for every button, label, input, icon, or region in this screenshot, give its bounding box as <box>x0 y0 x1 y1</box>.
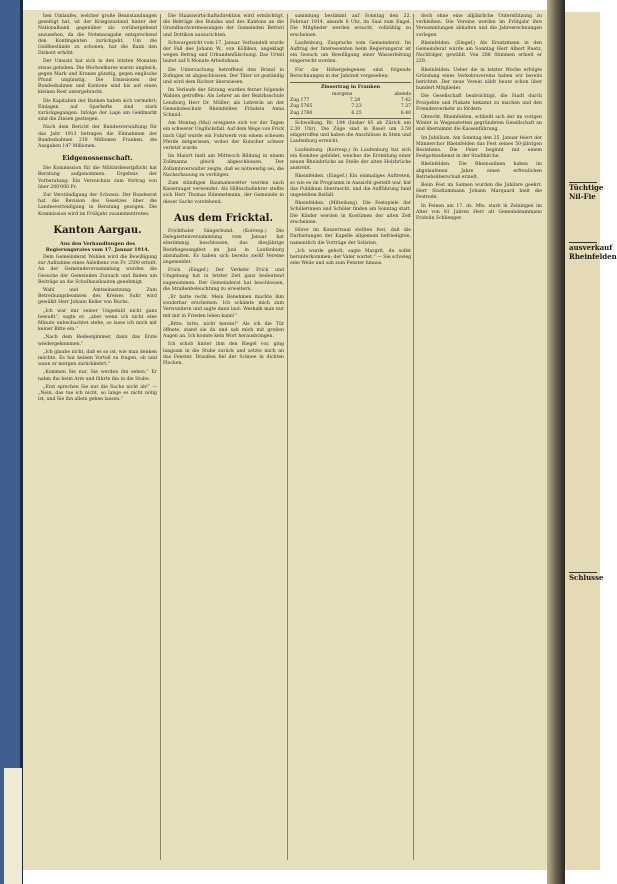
paragraph: Rheinfelden. (Eingef.) Als Ersatzmann in den Gemeinderat wurde am Sonntag Herr Albert Ruetz, Nachfolger, gewählt. Von 288 Stimmen erhielt er 229. <box>416 40 542 65</box>
timetable-col-a: morgens <box>332 92 353 98</box>
row-label: Zug 2780 <box>290 110 313 116</box>
row-value-b: 7.42 <box>400 98 411 104</box>
paragraph: Im Verlaufe der Sitzung wurden ferner folgende Wahlen getroffen: Als Lehrer an der Bezirksschule Lenzburg Herr Dr. Müller; als Lehrerin an der Gemeindeschule Rheinfelden Fräulein Anna Schmid. <box>163 88 284 119</box>
row-value-a: 7.23 <box>351 104 362 110</box>
paragraph: „Bitte, bitte, nicht herein!“ Als ich die Tür öffnete, stand sie da und sah mich mit großen Augen an. Ich konnte kein Wort herausbringen. <box>163 321 284 340</box>
paragraph: Rheinfelden. Ueber die in letzter Woche erfolgte Gründung eines Verkehrsvereins haben wir bereits berichtet. Der neue Verein zählt heute schon über hundert Mitglieder. <box>416 67 542 92</box>
column-3 <box>290 14 411 862</box>
paragraph: Zum ständigen Baumamoretter wurden nach Kaiseraugst verwendet. Als Hilfsschullehrer stellte sich Herr Thomas Rümmelmann, der Gemeinde in dieser Sache vorstehend. <box>163 181 284 205</box>
paragraph: „Er hatte recht. Mein Benehmen machte ihm sonderbar erscheinen. Ich schämte mich zum Verwundern und sagte dann laut: Weshalb man nur mit mir in Frieden leben kann!“ <box>163 294 284 319</box>
column-4 <box>416 14 542 862</box>
tape-strip <box>4 768 22 884</box>
paragraph: Die Gesellschaft beabsichtigt, die Stadt durch Prospekte und Plakate bekannt zu machen und den Fremdenverkehr zu fördern. <box>416 94 542 112</box>
paragraph: „Erst sprechen Sie nur die Sache nicht ab!“ — „Nein, das tue ich nicht, so lange es nicht nötig ist, und Sie ihn allein gehen lassen.“ <box>38 384 157 403</box>
paragraph: Die Staatswirtschaftsdirektion wird ermächtigt, die Beiträge des Bundes und des Kantons an die Grundbuchvermessungen der Gemeinden Bettwil und Dottikon auszurichten. <box>163 14 284 38</box>
paragraph: Die Untersuchung betreffend den Brand in Zofingen ist abgeschlossen. Der Täter ist geständig und wird dem Richter überwiesen. <box>163 67 284 86</box>
paragraph: Ich schob hinter ihm den Riegel vor, ging langsam in die Stube zurück und setzte mich an das Fenster. Draußen fiel der Schnee in dichten Flocken. <box>163 342 284 366</box>
row-value-b: 6.40 <box>400 110 411 116</box>
row-label: Zug 5765 <box>290 104 313 110</box>
paragraph: Zur Verständigung der Schweiz. Der Bundesrat hat die Revision des Gesetzes über die Landesverteidigung in Beratung gezogen. Die Kommission wird im Frühjahr zusammentreten. <box>38 193 157 217</box>
section-subheading: Aus den Verhandlungen des Regierungsrates vom 17. Januar 1914. <box>45 240 150 253</box>
column-1 <box>38 14 157 862</box>
paragraph: Hörer im Konzertsaal stellten fest, daß die Darbietungen der Kapelle allgemein befriedigten, namentlich die Vorträge der Solisten. <box>290 228 411 246</box>
paragraph: Beim Fest im Salmen wurden die Jubilare geehrt. Herr Stadtammann Johann Marquard hielt die Festrede. <box>416 183 542 201</box>
section-heading: Aus dem Fricktal. <box>174 212 273 224</box>
advertisement: Tüchtige Nil-Fie <box>569 183 604 201</box>
table-row <box>290 111 411 117</box>
paragraph: Dem Gemeinderat Wohlen wird die Bewilligung zur Aufnahme eines Anleihens von Fr. 2500 erteilt. An der Gemeindeversammlung wurden die Gesuche der Gemeinden Zurzach und Baden um Beiträge an die Schulhausbauten genehmigt. <box>38 254 157 285</box>
paragraph: Obrecht, Rheinfelden, schließt sich der im vorigen Winter in Wegenstetten gegründeten Gesellschaft an und übernimmt die Kassenführung. <box>416 115 542 133</box>
paragraph: Im Maiort hielt am Mittwoch Bildung in einem Zollmanns gleich abgeschlossen. Der Zollamtsverwalter zeigte, daß es notwendig sei, die Nachschauung zu verfolgen. <box>163 154 284 178</box>
paragraph: Schwurgericht vom 17. Januar. Verhandelt wurde der Fall des Johann W., von Kölliken, angeklagt wegen Betrug und Urkundenfälschung. Das Urteil lautet auf 8 Monate Arbeitshaus. <box>163 40 284 65</box>
paragraph: „Nach dem Redeenjimmer, dann das Erste wiedergekommen.“ <box>38 335 157 347</box>
timetable-col-b: abends <box>394 92 411 98</box>
paragraph: Die Kommission für die Militärdienstpflicht hat Beratung aufgenommen. Ergebnis der Vorberatung: Ein Verzeichnis zum Vortrag von über 200'000 Fr. <box>38 166 157 190</box>
paragraph: „Kommen Sie nur, Sie werden ihn sehen.“ Er nahm ihn beim Arm und führte ihn in die Stube. <box>38 370 157 382</box>
section-heading: Kanton Aargau. <box>53 224 142 236</box>
paragraph: Wahl und Amtseinsetzung: Zum Betreibungsbeamten des Kreises Suhr wird gewählt Herr Johann Keller von Buchs. <box>38 287 157 306</box>
column-rule <box>160 14 161 860</box>
adjacent-page <box>565 12 617 870</box>
row-value-b: 7.37 <box>400 104 411 110</box>
paragraph: In Feinen am 17. ds. Mts. starb in Zeiningen im Alter von 81 Jahren Herr alt Gemeindeammann Fridolin Schlienger. <box>416 203 542 222</box>
paragraph: Am Montag (Mai) ereignete sich vor der Tagen ein schwerer Unglücksfall. Auf dem Wege von Frick nach Gipf wurde ein Fuhrwerk von einem scheuen Pferde mitgerissen, wobei der Kutscher schwer verletzt wurde. <box>163 121 285 152</box>
paragraph: Für die Höhergelegenen sind folgende Berechnungen in der Jahrzeit vorgesehen: <box>290 67 411 79</box>
book-spine <box>0 0 20 884</box>
paragraph: Frickthaler Sängerbund. (Korresp.) Die Delegiertenversammlung vom Januar hat einstimmig beschlossen, das diesjährige Bezirksgesangfest im Juni in Laufenburg abzuhalten. Es haben sich bereits zwölf Vereine angemeldet. <box>163 228 284 265</box>
column-rule <box>413 14 414 860</box>
paragraph: Nach dem Bericht der Bundesverwaltung für das Jahr 1913 betragen die Einnahmen der Bundesbahnen 218 Millionen Franken, die Ausgaben 147 Millionen. <box>38 125 157 150</box>
paragraph: Rheinfelden. (Mitteilung). Die Festspiele der Schülerinnen und Schüler finden am Sonntag statt. Die Kinder werden in Kostümen der alten Zeit erscheinen. <box>290 201 411 225</box>
paragraph: Rheinfelden. Die Rheinsalinen haben im abgelaufenen Jahre einen erfreulichen Betriebsüberschuß erzielt. <box>416 162 542 180</box>
timetable-caption: Zinsertrag in Franken <box>320 84 381 91</box>
paragraph: Laufenburg. (Korresp.) In Laufenburg hat sich ein Komitee gebildet, welches die Erstellung einer neuen Rheinbrücke an Stelle der alten Holzbrücke anstrebt. <box>290 147 411 172</box>
column-2 <box>163 14 284 862</box>
paragraph: Schwellung. Rr. 184 (bisher 85 ab Zürich um 2.30 Uhr). Die Züge sind in Basel um 3.58 eingetroffen und haben die Anschlüsse in Stein und Laufenburg erreicht. <box>290 120 411 145</box>
row-value-a: 7.28 <box>349 98 361 104</box>
paragraph: Die Kapitalien der Banken haben sich vermehrt; Einlagen auf Sparhefte sind stark zurückgegangen. Infolge der Lage am Geldmarkt sind die Zinsen gestiegen. <box>38 98 157 123</box>
paragraph: „Ich glaube nicht, daß es so ist, wie man denken möchte. Es hat keinen Vorteil zu fragen, ob und wann er morgen zurückkehrt.“ <box>38 349 157 368</box>
paragraph: Im Jubiläum. Am Sonntag den 25. Januar feiert der Männerchor Rheinfelden das Fest seines 50-jährigen Bestehens. Die Feier beginnt mit einem Festgottesdienst in der Stadtkirche. <box>416 135 542 160</box>
paragraph: Frick. (Eingef.) Der Verkehr Frick und Umgebung hat in letzter Zeit ganz bedeutend zugenommen. Der Gemeinderat hat beschlossen, die Straßenbeleuchtung zu erweitern. <box>163 268 284 292</box>
section-heading: Eidgenossenschaft. <box>62 154 133 163</box>
paragraph: „Ich war mir seiner Ungeduld nicht ganz bewußt“, sagte er, „aber wenn ich nicht eine Minute unbeobachtet stehe, so lasse ich mich mit keiner Bitte ein.“ <box>38 308 157 333</box>
advertisement: Schlusse <box>569 573 604 582</box>
paragraph: Rheinfelden. (Eingef.) Ein einmaliges Auftreten, so wie es im Programm in Aussicht gestellt war, hat das Publikum überrascht, und die Aufführung fand ungeteilten Beifall. <box>290 174 411 199</box>
paragraph: doch ohne eine alljährliche Unterstützung zu verbleiben. Die Vereine werden im Frühjahr ihre Versammlungen abhalten und die Jahresrechnungen vorlegen. <box>416 14 542 38</box>
paragraph: Der Umsatz hat sich in den letzten Monaten etwas gehoben. Die Wechselkurse waren ungleich, gegen Mark und Kronen günstig, gegen englische Pfund ungünstig. Die Emissionen der Bundesbahnen und Kantone sind bis auf einen kleinen Rest untergebracht. <box>38 59 157 96</box>
paragraph: „Ich wurde geholt, sagte Margrit, du sollst herunterkommen; der Vater wartet.“ — Sie schwieg eine Weile und sah zum Fenster hinaus. <box>290 248 412 267</box>
row-label: Zug 177 <box>290 98 310 104</box>
timetable <box>290 82 411 119</box>
paragraph: sammlung bestimmt auf Sonntag den 22. Februar 1914, abends 8 Uhr, im Saal zum Engel. Die Mitglieder werden ersucht, vollzählig zu erscheinen. <box>290 14 411 38</box>
book-gutter <box>547 0 565 884</box>
advertisement: ausverkauf Rheinfelden <box>569 243 617 261</box>
column-rule <box>287 14 288 860</box>
paragraph: Laufenburg. Zusprache vom Gemeinderat. Im Auftrag der Interessenten beim Regierungsrat ist ein Gesuch um Bewilligung einer Wasserleitung eingereicht worden. <box>290 40 411 65</box>
row-value-a: 6.25 <box>351 110 362 116</box>
paragraph: hen Umlaufes, welcher große Beanstandungen gezeitigt hat, ist der Kriegszustand hinter der Nationalbank gegenüber als vorübergehend anzusehen, da die Notenausgabe entsprechend den Kontingenten zurückgeht. Um die Goldbestände zu schonen, hat die Bank den Diskont erhöht. <box>38 14 157 57</box>
